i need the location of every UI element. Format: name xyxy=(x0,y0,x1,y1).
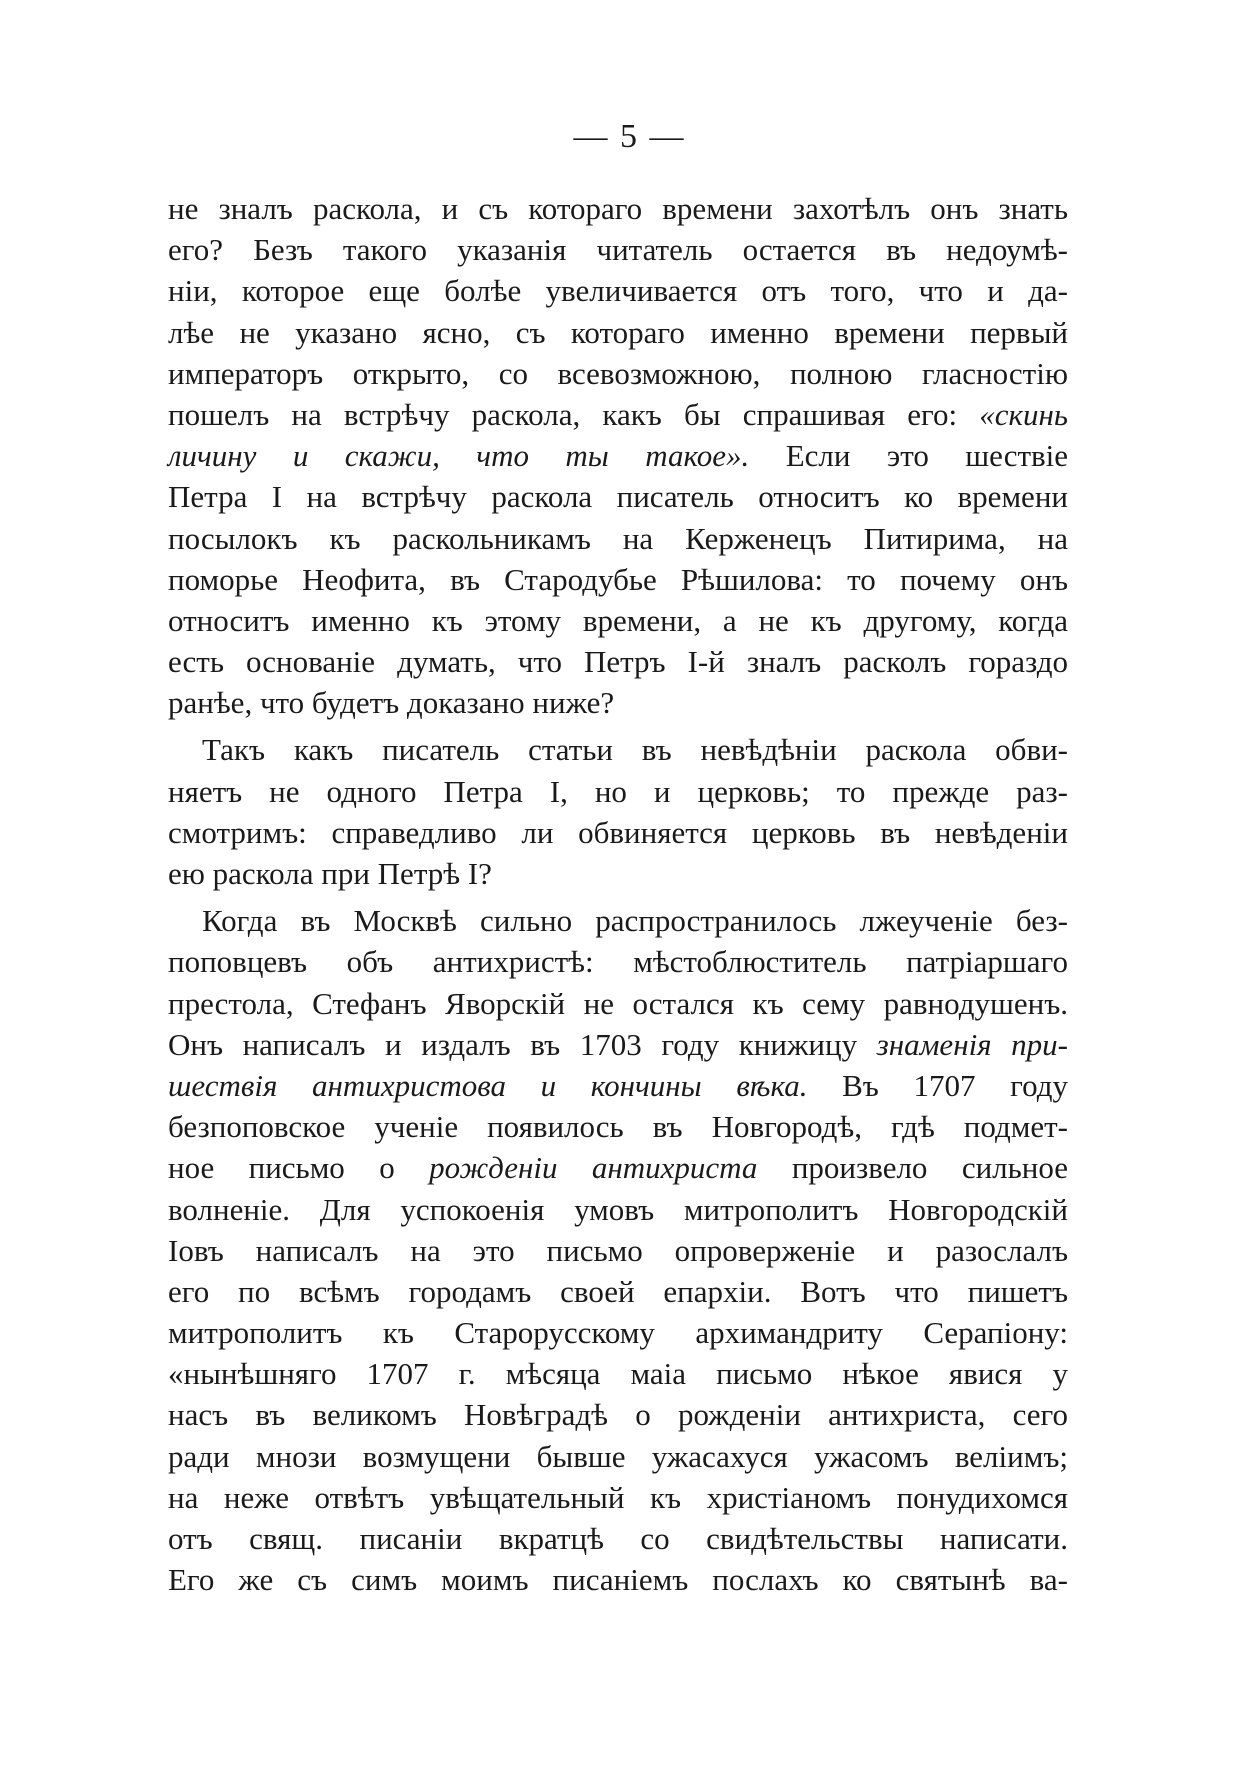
text-line: отъ свящ. писаніи вкратцѣ со свидѣтельствы написати. xyxy=(168,1521,1068,1556)
text-line xyxy=(168,1024,1068,1065)
page-number: — 5 — xyxy=(573,118,686,155)
text-line: Іовъ написалъ на это письмо опроверженіе и разослалъ xyxy=(168,1232,1068,1268)
italic-quote: «скинь xyxy=(979,396,1068,432)
text-line: поповцевъ объ антихристѣ: мѣстоблюститель патріаршаго xyxy=(168,944,1068,980)
italic-quote: личину и скажи, что ты такое». xyxy=(168,438,750,474)
text-line: митрополитъ къ Старорусскому архимандриту Серапіону: xyxy=(168,1315,1068,1351)
text-line: смотримъ: справедливо ли обвиняется церковь въ невѣденіи xyxy=(168,814,1068,850)
paragraph-start-line: Когда въ Москвѣ сильно распространилось лжеученіе без- xyxy=(202,903,1068,939)
text-line: волненіе. Для успокоенія умовъ митрополитъ Новгородскій xyxy=(168,1191,1068,1227)
text-line: относитъ именно къ этому времени, а не къ другому, когда xyxy=(168,602,1068,638)
text-line xyxy=(168,1147,1068,1188)
text-run: Если это шествіе xyxy=(749,438,1069,474)
text-line: императоръ открыто, со всевозможною, полною гласностію xyxy=(168,355,1068,391)
italic-book-title: знаменія при- xyxy=(876,1026,1068,1062)
italic-book-title: шествія антихристова и кончины вѣка. xyxy=(168,1067,808,1103)
text-line: престола, Стефанъ Яворскій не остался къ сему равнодушенъ. xyxy=(168,985,1068,1021)
text-line: насъ въ великомъ Новѣградѣ о рожденіи антихриста, сего xyxy=(168,1397,1068,1433)
body-text xyxy=(168,188,1068,1600)
text-line: ранѣе, что будетъ доказано ниже? xyxy=(168,685,615,721)
text-run: Въ 1707 году xyxy=(807,1067,1068,1103)
text-run: Онъ написалъ и издалъ въ 1703 году книжицу xyxy=(168,1026,877,1062)
text-line: не зналъ раскола, и съ котораго времени захотѣлъ онъ знать xyxy=(168,191,1068,226)
text-run: пошелъ на встрѣчу раскола, какъ бы спрашивая его: xyxy=(168,396,980,432)
text-line: Его же съ симъ моимъ писаніемъ послахъ ко святынѣ ва- xyxy=(168,1562,1068,1598)
text-line: Петра I на встрѣчу раскола писатель относитъ ко времени xyxy=(168,479,1068,515)
text-run: произвело сильное xyxy=(757,1150,1068,1186)
text-line: ніи, которое еще болѣе увеличивается отъ того, что и да- xyxy=(168,273,1068,309)
text-line: есть основаніе думать, что Петръ I-й зналъ расколъ гораздо xyxy=(168,644,1068,680)
text-line xyxy=(168,1065,1068,1106)
text-line xyxy=(168,394,1068,435)
text-line: лѣе не указано ясно, съ котораго именно времени первый xyxy=(168,314,1068,350)
text-line: «нынѣшняго 1707 г. мѣсяца маіа письмо нѣкое явися у xyxy=(168,1356,1068,1392)
text-line: ради мнози возмущени бывше ужасахуся ужасомъ велiимъ; xyxy=(168,1438,1068,1474)
paragraph-start-line: Такъ какъ писатель статьи въ невѣдѣніи раскола обви- xyxy=(202,732,1068,768)
text-line: няетъ не одного Петра I, но и церковь; то прежде раз- xyxy=(168,773,1068,809)
text-run: ное письмо о xyxy=(168,1150,430,1186)
text-line: безпоповское ученіе появилось въ Новгородѣ, гдѣ подмет- xyxy=(168,1109,1068,1145)
text-line: ею раскола при Петрѣ I? xyxy=(168,856,492,891)
text-line: посылокъ къ раскольникамъ на Керженецъ Питирима, на xyxy=(168,520,1068,556)
text-line: его по всѣмъ городамъ своей епархіи. Вотъ что пишетъ xyxy=(168,1273,1068,1309)
text-line: на неже отвѣтъ увѣщательный къ христіаномъ понудихомся xyxy=(168,1479,1068,1515)
text-line: поморье Неофита, въ Стародубье Рѣшилова: то почему онъ xyxy=(168,561,1068,597)
text-line xyxy=(168,435,1068,476)
italic-letter-title: рожденіи антихриста xyxy=(429,1150,758,1186)
text-line: его? Безъ такого указанія читатель остается въ недоумѣ- xyxy=(168,232,1068,268)
